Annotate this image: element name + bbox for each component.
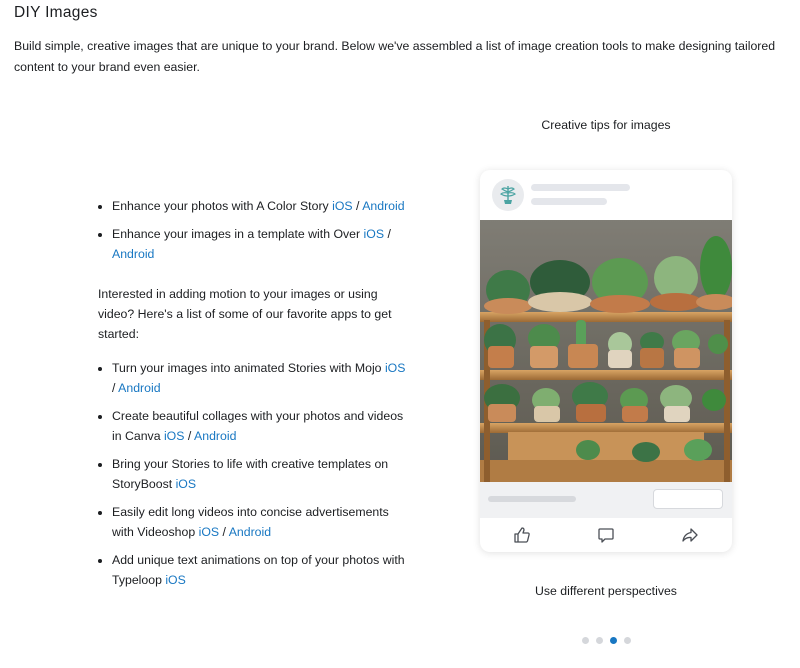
list-item <box>112 454 408 494</box>
share-icon <box>681 526 699 544</box>
carousel-dot[interactable] <box>582 637 589 644</box>
page-title: DIY Images <box>14 4 98 21</box>
android-link[interactable]: Android <box>362 199 405 213</box>
post-photo <box>480 220 732 482</box>
link-separator: / <box>184 429 195 443</box>
carousel-caption: Use different perspectives <box>535 584 677 598</box>
list-item <box>112 406 408 446</box>
ios-link[interactable]: iOS <box>384 361 406 375</box>
list-item-text: Easily edit long videos into concise advertisements with Videoshop <box>112 505 389 539</box>
list-item <box>112 224 408 264</box>
link-separator: / <box>384 227 391 241</box>
comment-icon <box>597 526 615 544</box>
ios-link[interactable]: iOS <box>198 525 220 539</box>
android-link[interactable]: Android <box>112 247 155 261</box>
post-footer <box>480 482 732 518</box>
image-tools-list <box>98 196 408 264</box>
intro-paragraph: Build simple, creative images that are unique to your brand. Below we've assembled a list of image creation tools to make designing tailored content to your brand even easier. <box>14 39 776 74</box>
placeholder-line <box>531 184 630 191</box>
carousel-title: Creative tips for images <box>541 118 671 132</box>
ios-link[interactable]: iOS <box>175 477 197 491</box>
motion-paragraph: Interested in adding motion to your images or using video? Here's a list of some of our favorite apps to get started: <box>98 287 392 341</box>
list-item <box>112 502 408 542</box>
list-item-text: Bring your Stories to life with creative templates on StoryBoost <box>112 457 389 491</box>
link-separator: / <box>219 525 229 539</box>
placeholder-line <box>531 198 607 205</box>
carousel-dot[interactable] <box>596 637 603 644</box>
avatar <box>492 179 524 211</box>
video-apps-list <box>98 358 408 590</box>
list-item-text: Enhance your images in a template with Over <box>112 227 364 241</box>
ios-link[interactable]: iOS <box>332 199 353 213</box>
link-separator: / <box>112 381 119 395</box>
placeholder-line <box>488 496 576 502</box>
android-link[interactable]: Android <box>194 429 237 443</box>
link-separator: / <box>352 199 363 213</box>
list-item-text: Create beautiful collages with your photos and videos in Canva <box>112 409 404 443</box>
carousel-dot-active[interactable] <box>610 637 617 644</box>
post-header <box>480 170 732 220</box>
ios-link[interactable]: iOS <box>363 227 385 241</box>
list-item <box>112 196 408 216</box>
android-link[interactable]: Android <box>228 525 272 539</box>
list-item <box>112 550 408 590</box>
list-item <box>112 358 408 398</box>
placeholder-button <box>653 489 723 509</box>
android-link[interactable]: Android <box>118 381 161 395</box>
like-icon <box>513 526 531 544</box>
post-actions <box>480 518 732 552</box>
list-item-text: Turn your images into animated Stories with Mojo <box>112 361 385 375</box>
ios-link[interactable]: iOS <box>165 573 186 587</box>
list-item-text: Add unique text animations on top of your photos with Typeloop <box>112 553 405 587</box>
list-item-text: Enhance your photos with A Color Story <box>112 199 333 213</box>
succulents-photo-image <box>480 220 732 482</box>
ios-link[interactable]: iOS <box>163 429 185 443</box>
succulent-icon <box>498 184 518 206</box>
carousel-dot[interactable] <box>624 637 631 644</box>
content-column <box>98 196 408 598</box>
post-mockup-card <box>480 170 732 552</box>
carousel-pagination <box>580 637 632 645</box>
